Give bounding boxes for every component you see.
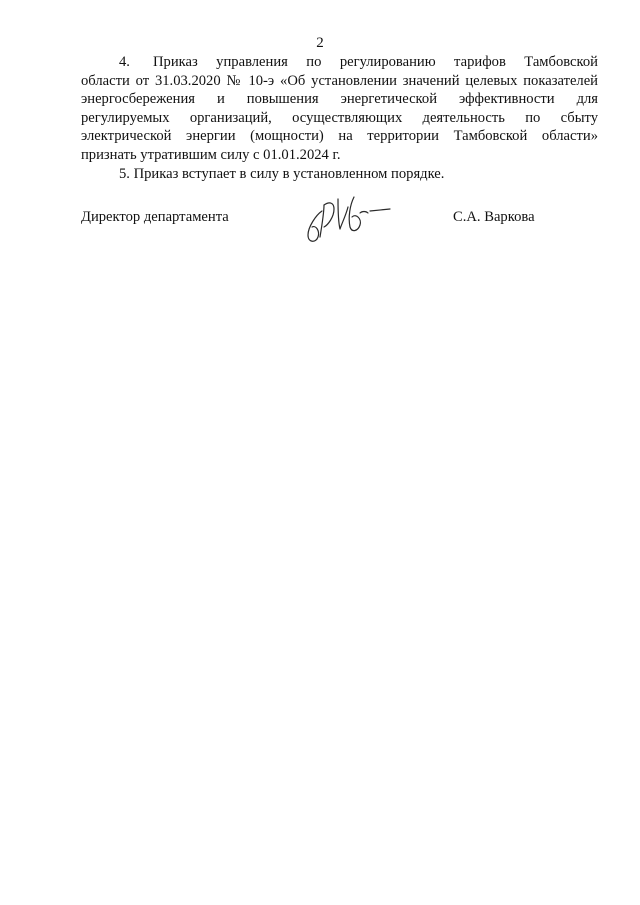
signature-block <box>81 207 541 247</box>
paragraph-4-line-5: электрической энергии (мощности) на территории Тамбовской области» <box>81 128 598 145</box>
document-body <box>81 53 598 183</box>
handwritten-signature <box>294 191 404 251</box>
paragraph-4-line-4: регулируемых организаций, осуществляющих деятельность по сбыту <box>81 109 598 126</box>
page-number: 2 <box>316 35 324 51</box>
paragraph-4-line-1-text: Приказ управления по регулированию тарифов Тамбовской <box>153 54 598 70</box>
paragraph-4-line-3: энергосбережения и повышения энергетической эффективности для <box>81 91 598 108</box>
paragraph-4-line-1 <box>81 53 598 72</box>
paragraph-4-line-6: признать утратившим силу с 01.01.2024 г. <box>81 146 341 163</box>
signer-name: С.А. Варкова <box>453 209 535 225</box>
paragraph-5: 5. Приказ вступает в силу в установленном порядке. <box>119 165 445 182</box>
signer-position: Директор департамента <box>81 209 229 225</box>
paragraph-4-line-2: области от 31.03.2020 № 10-э «Об установлении значений целевых показателей <box>81 72 598 89</box>
paragraph-4-number: 4. <box>119 54 130 70</box>
